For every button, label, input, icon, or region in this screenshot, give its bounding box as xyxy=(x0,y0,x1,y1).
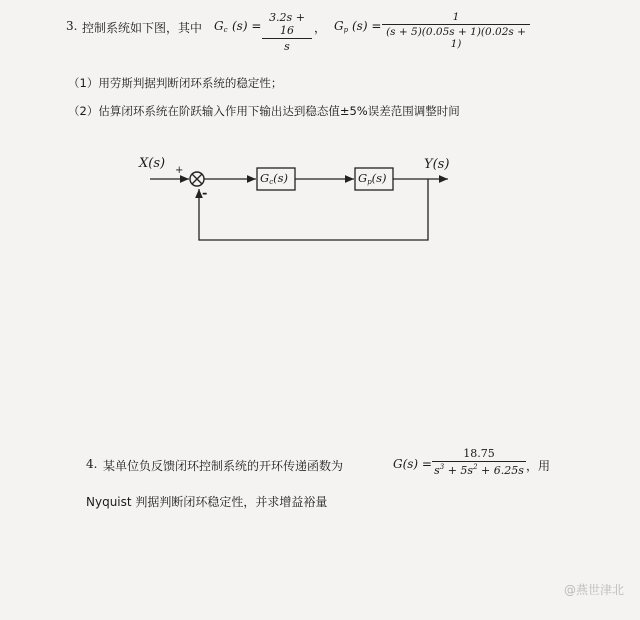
q4-denominator: $s^3 + 5s^2 + 6.25s$ xyxy=(434,463,524,477)
q4-line2: Nyquist 判据判断闭环稳定性，并求增益裕量 xyxy=(86,495,328,509)
q4-tail: ，用 xyxy=(526,459,551,473)
q4-text: 某单位负反馈闭环控制系统的开环传递函数为 xyxy=(103,459,344,473)
q3-intro: 控制系统如下图，其中 xyxy=(82,21,203,35)
input-label: X(s) xyxy=(139,156,166,171)
summing-junction xyxy=(190,172,204,186)
q4-number: 4. xyxy=(86,457,98,471)
gc-numerator: 3.2s + 16 xyxy=(269,11,305,37)
q3-number: 3. xyxy=(66,19,78,33)
plus-sign: + xyxy=(175,165,184,176)
gc-lhs: (s) = xyxy=(232,19,262,33)
gp-symbol: $G_p$ xyxy=(334,19,349,34)
q4-fraction xyxy=(432,447,526,477)
q3-sub2: （2）估算闭环系统在阶跃输入作用下输出达到稳态值±5%误差范围调整时间 xyxy=(68,104,460,118)
gc-symbol: $G_c$ xyxy=(214,19,228,34)
q4-lhs: G(s) = xyxy=(393,457,432,471)
gp-block-label: $G_p(s)$ xyxy=(358,171,387,186)
q3-sub1: （1）用劳斯判据判断闭环系统的稳定性； xyxy=(68,76,283,90)
gp-numerator: 1 xyxy=(452,11,460,23)
gp-lhs: (s) = xyxy=(352,19,382,33)
gp-denominator: (s + 5)(0.05s + 1)(0.02s + 1) xyxy=(386,26,526,50)
gc-block-label: $G_c(s)$ xyxy=(260,171,288,186)
minus-sign: - xyxy=(202,186,208,201)
q4-numerator: 18.75 xyxy=(463,447,495,460)
q3-comma: ， xyxy=(314,21,327,35)
output-label: Y(s) xyxy=(424,157,450,172)
gc-denominator: s xyxy=(284,40,290,53)
watermark: @燕世津北 xyxy=(563,583,624,597)
